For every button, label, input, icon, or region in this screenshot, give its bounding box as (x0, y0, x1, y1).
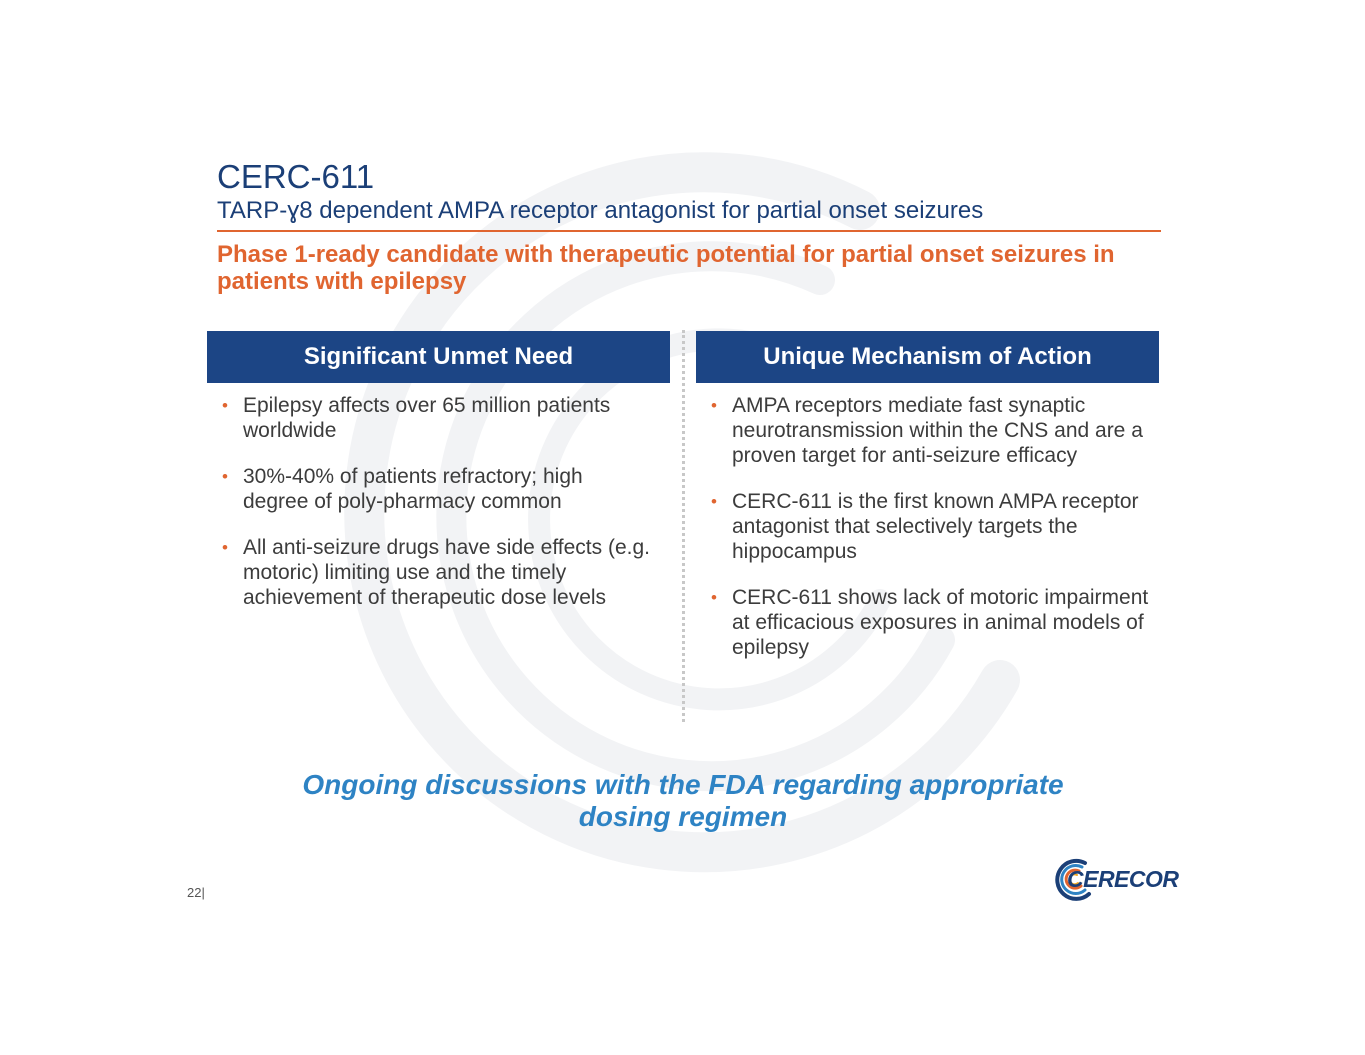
list-item-text: All anti-seizure drugs have side effects (e.g. motoric) limiting use and the timely achievement of therapeutic dose levels (243, 536, 650, 609)
list-item-text: CERC-611 is the first known AMPA receptor antagonist that selectively targets the hippocampus (732, 490, 1139, 563)
list-item (711, 489, 1151, 564)
unmet-need-list (222, 393, 652, 631)
list-item-text: CERC-611 shows lack of motoric impairment at efficacious exposures in animal models of epilepsy (732, 586, 1149, 659)
list-item (711, 393, 1151, 468)
bullet-icon: • (711, 588, 717, 607)
column-divider (682, 330, 685, 722)
list-item-text: AMPA receptors mediate fast synaptic neurotransmission within the CNS and are a proven target for anti-seizure efficacy (732, 394, 1143, 467)
bullet-icon: • (711, 396, 717, 415)
list-item (222, 535, 652, 610)
bullet-icon: • (711, 492, 717, 511)
list-item-text: Epilepsy affects over 65 million patients worldwide (243, 394, 611, 442)
mechanism-heading: Unique Mechanism of Action (696, 331, 1159, 383)
unmet-need-heading: Significant Unmet Need (207, 331, 670, 383)
logo-wordmark: CERECOR (1067, 866, 1179, 892)
slide-title: CERC-611 (217, 158, 375, 195)
page-number: 22| (187, 885, 205, 900)
list-item (222, 464, 652, 514)
slide-subtitle: TARP-ɣ8 dependent AMPA receptor antagonist for partial onset seizures (217, 197, 984, 224)
list-item (711, 585, 1151, 660)
title-divider (217, 230, 1161, 232)
mechanism-list (711, 393, 1151, 681)
bullet-icon: • (222, 396, 228, 415)
list-item (222, 393, 652, 443)
logo (1051, 856, 1179, 904)
headline: Phase 1-ready candidate with therapeutic potential for partial onset seizures in patients with epilepsy (217, 241, 1115, 295)
bullet-icon: • (222, 467, 228, 486)
list-item-text: 30%-40% of patients refractory; high degree of poly-pharmacy common (243, 465, 583, 513)
bullet-icon: • (222, 538, 228, 557)
closing-statement: Ongoing discussions with the FDA regarding appropriate dosing regimen (302, 769, 1064, 832)
